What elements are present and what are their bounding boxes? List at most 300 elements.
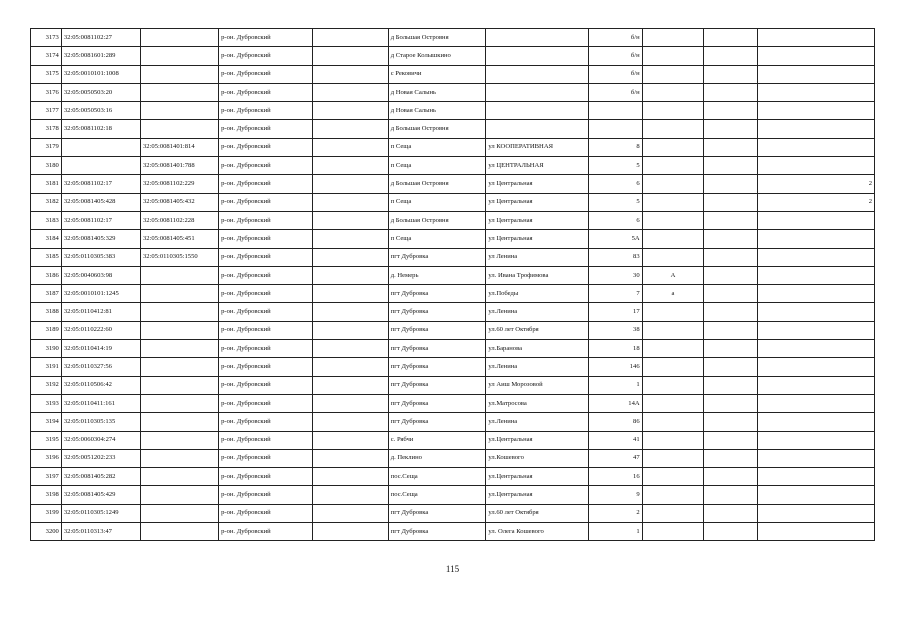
cell-locality: пгт Дубровка <box>388 248 486 266</box>
cell-row-index: 3198 <box>31 486 62 504</box>
cell-row-index: 3185 <box>31 248 62 266</box>
table-row <box>31 102 875 120</box>
table-row <box>31 138 875 156</box>
cell-street: ул Центральная <box>486 211 589 229</box>
cell-letter <box>642 47 704 65</box>
cell-district: р-он. Дубровский <box>219 413 313 431</box>
table-row <box>31 65 875 83</box>
cell-locality: пгт Дубровка <box>388 523 486 541</box>
cell-district: р-он. Дубровский <box>219 340 313 358</box>
cell-letter <box>642 175 704 193</box>
cell-extra: 2 <box>757 175 874 193</box>
cell-locality: д Новая Салынь <box>388 102 486 120</box>
cell-row-index: 3197 <box>31 468 62 486</box>
cell-block <box>704 504 757 522</box>
cell-building-number: б/н <box>589 29 642 47</box>
cell-building-cadastral-number <box>140 523 218 541</box>
cell-block <box>704 358 757 376</box>
cell-cadastral-number: 32:05:0081405:329 <box>61 230 140 248</box>
cell-building-number: 41 <box>589 431 642 449</box>
cell-locality: пгт Дубровка <box>388 358 486 376</box>
cell-settlement-type <box>312 303 388 321</box>
table-row <box>31 431 875 449</box>
cell-street: ул КООПЕРАТИВНАЯ <box>486 138 589 156</box>
cell-letter <box>642 340 704 358</box>
cell-row-index: 3187 <box>31 285 62 303</box>
cell-extra <box>757 285 874 303</box>
cell-cadastral-number: 32:05:0110411:161 <box>61 394 140 412</box>
cell-building-cadastral-number: 32:05:0081102:228 <box>140 211 218 229</box>
cell-block <box>704 449 757 467</box>
cell-block <box>704 211 757 229</box>
cell-locality: пгт Дубровка <box>388 285 486 303</box>
cell-row-index: 3191 <box>31 358 62 376</box>
table-row <box>31 449 875 467</box>
table-row <box>31 376 875 394</box>
table-row <box>31 193 875 211</box>
cell-settlement-type <box>312 29 388 47</box>
cell-settlement-type <box>312 486 388 504</box>
table-row <box>31 413 875 431</box>
cell-locality: пгт Дубровка <box>388 340 486 358</box>
cell-locality: д Большая Островня <box>388 120 486 138</box>
cell-letter <box>642 504 704 522</box>
cell-building-number: 6 <box>589 175 642 193</box>
cell-building-cadastral-number: 32:05:0081405:451 <box>140 230 218 248</box>
cell-block <box>704 193 757 211</box>
cell-settlement-type <box>312 431 388 449</box>
cell-district: р-он. Дубровский <box>219 138 313 156</box>
cell-cadastral-number: 32:05:0051202:233 <box>61 449 140 467</box>
cell-building-cadastral-number <box>140 413 218 431</box>
cell-extra <box>757 376 874 394</box>
cell-building-cadastral-number <box>140 358 218 376</box>
cell-building-cadastral-number: 32:05:0081401:814 <box>140 138 218 156</box>
cell-district: р-он. Дубровский <box>219 230 313 248</box>
table-row <box>31 321 875 339</box>
cell-letter: А <box>642 266 704 284</box>
cell-building-number: 18 <box>589 340 642 358</box>
cell-building-number: б/н <box>589 65 642 83</box>
cell-locality: п Сеща <box>388 193 486 211</box>
cell-block <box>704 29 757 47</box>
cell-block <box>704 83 757 101</box>
cell-district: р-он. Дубровский <box>219 468 313 486</box>
cell-letter <box>642 413 704 431</box>
cell-settlement-type <box>312 340 388 358</box>
cell-locality: пгт Дубровка <box>388 376 486 394</box>
cell-settlement-type <box>312 193 388 211</box>
cell-locality: п Сеща <box>388 230 486 248</box>
table-row <box>31 266 875 284</box>
cell-row-index: 3184 <box>31 230 62 248</box>
cell-building-number: 8 <box>589 138 642 156</box>
cell-extra <box>757 29 874 47</box>
cell-block <box>704 138 757 156</box>
cell-settlement-type <box>312 413 388 431</box>
cell-district: р-он. Дубровский <box>219 193 313 211</box>
table-row <box>31 358 875 376</box>
cell-letter <box>642 83 704 101</box>
cell-building-cadastral-number <box>140 504 218 522</box>
cell-block <box>704 303 757 321</box>
cell-cadastral-number: 32:05:0110305:1249 <box>61 504 140 522</box>
cell-street: ул.Матросова <box>486 394 589 412</box>
cell-block <box>704 340 757 358</box>
cell-row-index: 3194 <box>31 413 62 431</box>
cell-letter <box>642 102 704 120</box>
cell-building-cadastral-number: 32:05:0081102:229 <box>140 175 218 193</box>
cell-cadastral-number: 32:05:0110506:42 <box>61 376 140 394</box>
cell-row-index: 3176 <box>31 83 62 101</box>
cell-settlement-type <box>312 102 388 120</box>
cell-building-cadastral-number <box>140 468 218 486</box>
cell-row-index: 3173 <box>31 29 62 47</box>
cell-letter <box>642 376 704 394</box>
cell-cadastral-number: 32:05:0110313:47 <box>61 523 140 541</box>
cell-settlement-type <box>312 230 388 248</box>
cell-street <box>486 120 589 138</box>
cell-building-number: 38 <box>589 321 642 339</box>
cell-locality: пос.Сеща <box>388 486 486 504</box>
cell-building-cadastral-number <box>140 120 218 138</box>
cell-district: р-он. Дубровский <box>219 358 313 376</box>
table-row <box>31 285 875 303</box>
cell-block <box>704 468 757 486</box>
cell-settlement-type <box>312 248 388 266</box>
cell-locality: с Рековичи <box>388 65 486 83</box>
cell-letter <box>642 321 704 339</box>
cell-building-cadastral-number: 32:05:0110305:1550 <box>140 248 218 266</box>
cell-letter <box>642 120 704 138</box>
cell-street: ул.Центральная <box>486 431 589 449</box>
cell-district: р-он. Дубровский <box>219 266 313 284</box>
cell-street: ул.Центральная <box>486 468 589 486</box>
cell-block <box>704 157 757 175</box>
cell-district: р-он. Дубровский <box>219 83 313 101</box>
cell-locality: д Новая Салынь <box>388 83 486 101</box>
cell-block <box>704 47 757 65</box>
cell-street <box>486 29 589 47</box>
cell-district: р-он. Дубровский <box>219 102 313 120</box>
cell-extra <box>757 211 874 229</box>
cell-street: ул.60 лет Октября <box>486 321 589 339</box>
cell-block <box>704 431 757 449</box>
cell-street <box>486 65 589 83</box>
cell-building-number: 5 <box>589 157 642 175</box>
cell-cadastral-number: 32:05:0050503:16 <box>61 102 140 120</box>
table-row <box>31 394 875 412</box>
cell-block <box>704 120 757 138</box>
cell-district: р-он. Дубровский <box>219 486 313 504</box>
cell-extra <box>757 468 874 486</box>
cell-building-number: 14А <box>589 394 642 412</box>
cell-cadastral-number: 32:05:0081601:289 <box>61 47 140 65</box>
cell-letter <box>642 248 704 266</box>
cell-settlement-type <box>312 65 388 83</box>
cell-block <box>704 102 757 120</box>
cell-cadastral-number: 32:05:0110412:81 <box>61 303 140 321</box>
cell-street: ул Центральная <box>486 175 589 193</box>
cell-building-number: 7 <box>589 285 642 303</box>
cell-building-number: 5 <box>589 193 642 211</box>
cell-locality: д. Немерь <box>388 266 486 284</box>
cell-cadastral-number: 32:05:0081405:429 <box>61 486 140 504</box>
cell-cadastral-number: 32:05:0010101:1008 <box>61 65 140 83</box>
cell-row-index: 3193 <box>31 394 62 412</box>
cell-cadastral-number <box>61 138 140 156</box>
cell-street: ул.Победы <box>486 285 589 303</box>
cell-block <box>704 248 757 266</box>
register-table <box>30 28 875 541</box>
cell-street: ул.Ленина <box>486 413 589 431</box>
cell-letter <box>642 211 704 229</box>
cell-cadastral-number: 32:05:0110222:60 <box>61 321 140 339</box>
cell-building-cadastral-number <box>140 83 218 101</box>
cell-letter: а <box>642 285 704 303</box>
cell-street: ул.Кошевого <box>486 449 589 467</box>
cell-building-cadastral-number <box>140 29 218 47</box>
cell-building-cadastral-number <box>140 449 218 467</box>
table-row <box>31 120 875 138</box>
cell-block <box>704 394 757 412</box>
cell-settlement-type <box>312 120 388 138</box>
cell-building-cadastral-number <box>140 47 218 65</box>
cell-row-index: 3199 <box>31 504 62 522</box>
cell-street: ул. Ивана Трофимова <box>486 266 589 284</box>
cell-building-cadastral-number <box>140 303 218 321</box>
cell-settlement-type <box>312 138 388 156</box>
table-row <box>31 340 875 358</box>
cell-block <box>704 486 757 504</box>
cell-letter <box>642 468 704 486</box>
cell-settlement-type <box>312 504 388 522</box>
cell-street: ул.Ленина <box>486 358 589 376</box>
cell-district: р-он. Дубровский <box>219 120 313 138</box>
cell-letter <box>642 523 704 541</box>
cell-extra <box>757 230 874 248</box>
cell-extra <box>757 102 874 120</box>
cell-block <box>704 230 757 248</box>
cell-extra <box>757 523 874 541</box>
cell-extra <box>757 321 874 339</box>
cell-extra <box>757 431 874 449</box>
cell-settlement-type <box>312 321 388 339</box>
cell-block <box>704 175 757 193</box>
cell-district: р-он. Дубровский <box>219 29 313 47</box>
cell-street: ул.Баранова <box>486 340 589 358</box>
cell-cadastral-number: 32:05:0110414:19 <box>61 340 140 358</box>
cell-extra <box>757 413 874 431</box>
cell-locality: пгт Дубровка <box>388 303 486 321</box>
cell-building-cadastral-number <box>140 394 218 412</box>
table-row <box>31 303 875 321</box>
cell-row-index: 3190 <box>31 340 62 358</box>
cell-building-cadastral-number <box>140 340 218 358</box>
table-row <box>31 29 875 47</box>
cell-locality: д Старое Колышкино <box>388 47 486 65</box>
cell-locality: с. Рябчи <box>388 431 486 449</box>
cell-letter <box>642 230 704 248</box>
cell-locality: д Большая Островня <box>388 175 486 193</box>
cell-extra <box>757 157 874 175</box>
cell-letter <box>642 431 704 449</box>
table-row <box>31 175 875 193</box>
cell-block <box>704 376 757 394</box>
cell-district: р-он. Дубровский <box>219 285 313 303</box>
cell-building-number: 146 <box>589 358 642 376</box>
cell-row-index: 3177 <box>31 102 62 120</box>
cell-district: р-он. Дубровский <box>219 523 313 541</box>
cell-district: р-он. Дубровский <box>219 175 313 193</box>
cell-cadastral-number <box>61 157 140 175</box>
cell-building-cadastral-number: 32:05:0081401:788 <box>140 157 218 175</box>
cell-settlement-type <box>312 211 388 229</box>
table-row <box>31 468 875 486</box>
cell-building-number: 1 <box>589 523 642 541</box>
cell-cadastral-number: 32:05:0081102:17 <box>61 175 140 193</box>
cell-letter <box>642 193 704 211</box>
cell-block <box>704 523 757 541</box>
cell-building-cadastral-number <box>140 285 218 303</box>
cell-letter <box>642 65 704 83</box>
cell-settlement-type <box>312 266 388 284</box>
cell-street: ул.Ленина <box>486 303 589 321</box>
cell-settlement-type <box>312 394 388 412</box>
cell-building-cadastral-number <box>140 102 218 120</box>
cell-extra <box>757 65 874 83</box>
cell-district: р-он. Дубровский <box>219 394 313 412</box>
cell-extra <box>757 266 874 284</box>
cell-locality: пгт Дубровка <box>388 504 486 522</box>
cell-building-number: б/н <box>589 47 642 65</box>
cell-building-cadastral-number <box>140 486 218 504</box>
cell-building-number: 6 <box>589 211 642 229</box>
cell-extra <box>757 394 874 412</box>
cell-building-number: 2 <box>589 504 642 522</box>
cell-letter <box>642 358 704 376</box>
cell-extra <box>757 303 874 321</box>
cell-settlement-type <box>312 449 388 467</box>
cell-locality: д Большая Островня <box>388 211 486 229</box>
cell-street: ул ЦЕНТРАЛЬНАЯ <box>486 157 589 175</box>
table-row <box>31 211 875 229</box>
table-row <box>31 486 875 504</box>
cell-street: ул Центральная <box>486 193 589 211</box>
cell-cadastral-number: 32:05:0110327:56 <box>61 358 140 376</box>
cell-street <box>486 47 589 65</box>
cell-district: р-он. Дубровский <box>219 303 313 321</box>
cell-cadastral-number: 32:05:0081102:27 <box>61 29 140 47</box>
cell-building-number: б/н <box>589 83 642 101</box>
table-row <box>31 230 875 248</box>
cell-cadastral-number: 32:05:0050503:20 <box>61 83 140 101</box>
cell-cadastral-number: 32:05:0081102:17 <box>61 211 140 229</box>
cell-building-number: 30 <box>589 266 642 284</box>
cell-district: р-он. Дубровский <box>219 431 313 449</box>
cell-street: ул.60 лет Октября <box>486 504 589 522</box>
cell-extra <box>757 358 874 376</box>
cell-letter <box>642 394 704 412</box>
cell-building-number: 17 <box>589 303 642 321</box>
cell-locality: пос.Сеща <box>388 468 486 486</box>
cell-letter <box>642 449 704 467</box>
cell-row-index: 3188 <box>31 303 62 321</box>
cell-settlement-type <box>312 83 388 101</box>
cell-district: р-он. Дубровский <box>219 157 313 175</box>
cell-cadastral-number: 32:05:0081102:18 <box>61 120 140 138</box>
cell-block <box>704 266 757 284</box>
cell-row-index: 3181 <box>31 175 62 193</box>
cell-settlement-type <box>312 358 388 376</box>
cell-row-index: 3189 <box>31 321 62 339</box>
cell-locality: д Большая Островня <box>388 29 486 47</box>
cell-building-cadastral-number <box>140 431 218 449</box>
cell-building-number: 83 <box>589 248 642 266</box>
cell-row-index: 3192 <box>31 376 62 394</box>
cell-extra <box>757 248 874 266</box>
cell-row-index: 3178 <box>31 120 62 138</box>
cell-extra <box>757 486 874 504</box>
cell-row-index: 3200 <box>31 523 62 541</box>
cell-street: ул.Центральная <box>486 486 589 504</box>
cell-cadastral-number: 32:05:0081405:282 <box>61 468 140 486</box>
cell-settlement-type <box>312 468 388 486</box>
cell-row-index: 3179 <box>31 138 62 156</box>
table-row <box>31 523 875 541</box>
cell-row-index: 3195 <box>31 431 62 449</box>
cell-locality: пгт Дубровка <box>388 321 486 339</box>
cell-block <box>704 65 757 83</box>
cell-block <box>704 285 757 303</box>
cell-row-index: 3182 <box>31 193 62 211</box>
cell-street <box>486 83 589 101</box>
table-row <box>31 83 875 101</box>
cell-settlement-type <box>312 175 388 193</box>
cell-letter <box>642 486 704 504</box>
cell-extra <box>757 138 874 156</box>
cell-settlement-type <box>312 285 388 303</box>
cell-cadastral-number: 32:05:0110305:383 <box>61 248 140 266</box>
cell-letter <box>642 138 704 156</box>
cell-building-number <box>589 102 642 120</box>
cell-district: р-он. Дубровский <box>219 504 313 522</box>
cell-district: р-он. Дубровский <box>219 321 313 339</box>
cell-district: р-он. Дубровский <box>219 211 313 229</box>
cell-letter <box>642 157 704 175</box>
cell-row-index: 3175 <box>31 65 62 83</box>
cell-row-index: 3174 <box>31 47 62 65</box>
cell-district: р-он. Дубровский <box>219 248 313 266</box>
page-number: 115 <box>445 564 460 574</box>
cell-cadastral-number: 32:05:0060304:274 <box>61 431 140 449</box>
cell-building-number: 5А <box>589 230 642 248</box>
cell-cadastral-number: 32:05:0040603:98 <box>61 266 140 284</box>
cell-extra <box>757 504 874 522</box>
table-row <box>31 157 875 175</box>
cell-letter <box>642 29 704 47</box>
cell-building-number: 16 <box>589 468 642 486</box>
cell-block <box>704 413 757 431</box>
cell-building-number: 1 <box>589 376 642 394</box>
cell-extra <box>757 47 874 65</box>
cell-row-index: 3196 <box>31 449 62 467</box>
cell-settlement-type <box>312 157 388 175</box>
cell-district: р-он. Дубровский <box>219 376 313 394</box>
cell-street: ул Центральная <box>486 230 589 248</box>
cell-district: р-он. Дубровский <box>219 47 313 65</box>
cell-block <box>704 321 757 339</box>
